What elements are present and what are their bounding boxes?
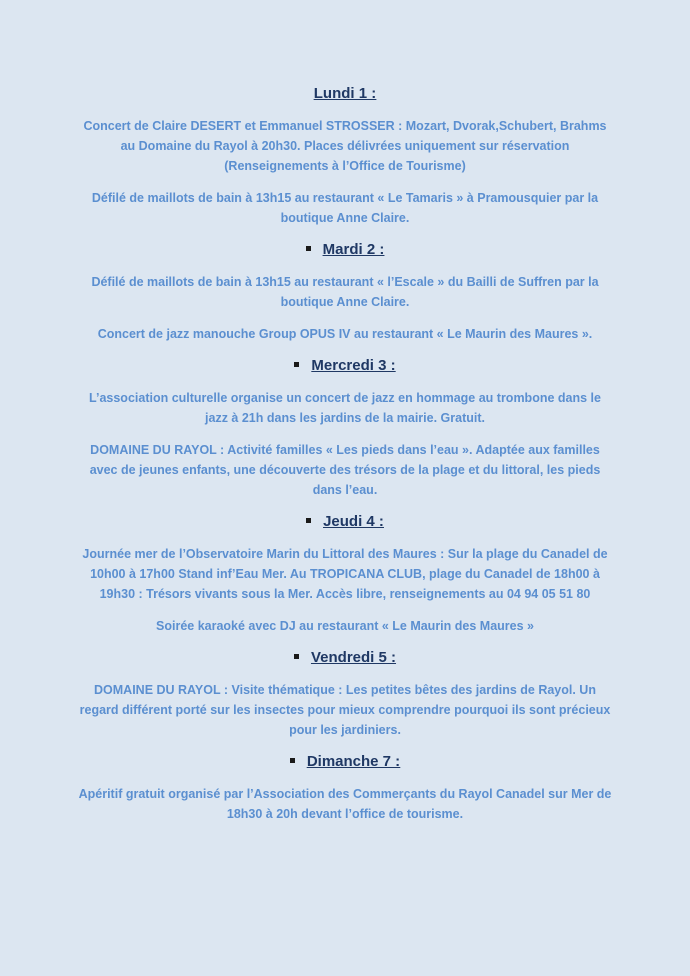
day-heading-label: Mercredi 3 :: [311, 357, 396, 374]
day-section: [78, 752, 612, 824]
day-heading: [78, 512, 612, 532]
bullet-icon: [306, 518, 311, 523]
day-heading: [78, 648, 612, 668]
event-text: Défilé de maillots de bain à 13h15 au restaurant « Le Tamaris » à Pramousquier par la boutique Anne Claire.: [91, 191, 599, 225]
day-heading: [78, 84, 612, 104]
event-text: Concert de jazz manouche Group OPUS IV au restaurant « Le Maurin des Maures ».: [97, 327, 593, 341]
event-text: Défilé de maillots de bain à 13h15 au restaurant « l’Escale » du Bailli de Suffren par la boutique Anne Claire.: [91, 275, 599, 309]
event-text: DOMAINE DU RAYOL : Activité familles « Les pieds dans l’eau ». Adaptée aux familles avec de jeunes enfants, une découverte des trésors de la plage et du littoral, les pieds dans l’eau.: [89, 443, 601, 497]
day-heading: [78, 240, 612, 260]
event-text: Apéritif gratuit organisé par l’Association des Commerçants du Rayol Canadel sur Mer de 18h30 à 20h devant l’office de tourisme.: [78, 787, 612, 821]
day-section: [78, 356, 612, 500]
day-heading-label: Lundi 1 :: [313, 85, 377, 102]
day-heading-label: Jeudi 4 :: [323, 513, 384, 530]
event-text: Journée mer de l’Observatoire Marin du Littoral des Maures : Sur la plage du Canadel de 10h00 à 17h00 Stand inf’Eau Mer. Au TROPICANA CLUB, plage du Canadel de 18h00 à 19h30 : Trésors vivants sous la Mer. Accès libre, renseignements au 04 94 05 51 80: [82, 547, 608, 601]
day-section: [78, 240, 612, 344]
day-heading: [78, 356, 612, 376]
event-text: L’association culturelle organise un concert de jazz en hommage au trombone dans le jazz à 21h dans les jardins de la mairie. Gratuit.: [89, 391, 601, 425]
bullet-icon: [294, 654, 299, 659]
day-section: [78, 84, 612, 228]
day-section: [78, 512, 612, 636]
bullet-icon: [290, 758, 295, 763]
events-list: [78, 84, 612, 836]
day-heading-label: Dimanche 7 :: [306, 753, 401, 770]
day-heading-label: Mardi 2 :: [322, 241, 385, 258]
day-heading: [78, 752, 612, 772]
day-heading-label: Vendredi 5 :: [310, 649, 397, 666]
day-section: [78, 648, 612, 740]
event-text: DOMAINE DU RAYOL : Visite thématique : Les petites bêtes des jardins de Rayol. Un regard différent porté sur les insectes pour mieux comprendre pourquoi ils sont précieux pour les jardiniers.: [79, 683, 611, 737]
event-text: Concert de Claire DESERT et Emmanuel STROSSER : Mozart, Dvorak,Schubert, Brahms au Domaine du Rayol à 20h30. Places délivrées uniquement sur réservation (Renseignements à l’Office de Tourisme): [83, 119, 607, 173]
bullet-icon: [306, 246, 311, 251]
bullet-icon: [294, 362, 299, 367]
event-text: Soirée karaoké avec DJ au restaurant « Le Maurin des Maures »: [156, 619, 534, 633]
